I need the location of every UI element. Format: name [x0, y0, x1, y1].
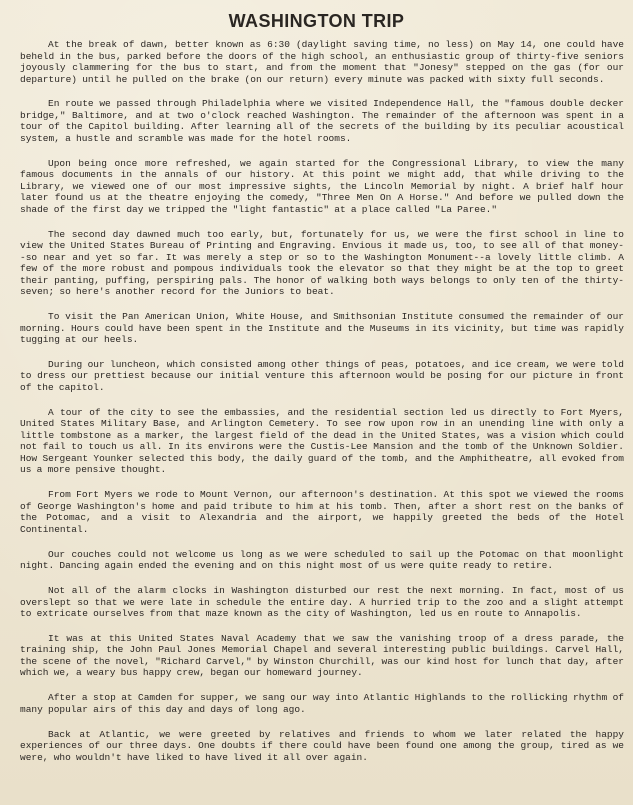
paragraph-12: After a stop at Camden for supper, we sang our way into Atlantic Highlands to the rollicking rhythm of many popular airs of this day and days of long ago. [20, 692, 624, 715]
paragraph-2: En route we passed through Philadelphia where we visited Independence Hall, the "famous double decker bridge," Baltimore, and at two o'clock reached Washington. The remainder of the afternoon was spent in a tour of the Capitol building. After learning all of the secrets of the building by its peculiar acoustical system, a hustle and scramble was made for the hotel rooms. [20, 98, 624, 144]
paragraph-13: Back at Atlantic, we were greeted by relatives and friends to whom we later related the happy experiences of our three days. One doubts if there could have been found one among the group, tired as we were, who wouldn't have liked to have lived it all over again. [20, 728, 624, 763]
paragraph-5: To visit the Pan American Union, White House, and Smithsonian Institute consumed the remainder of our morning. Hours could have been spent in the Institute and the Museums in its vicinity, but time was rapidly tugging at our heels. [20, 311, 624, 346]
paragraph-3: Upon being once more refreshed, we again started for the Congressional Library, to view the many famous documents in the annals of our history. At this point we might add, that while driving to the Library, we viewed one of our most impressive sights, the Lincoln Memorial by night. A brief half hour later found us at the theatre enjoying the comedy, "Three Men On A Horse." And before we pulled down the shade of the first day we tripped the "light fantastic" at a place called "La Paree." [20, 157, 624, 215]
paragraph-8: From Fort Myers we rode to Mount Vernon, our afternoon's destination. At this spot we viewed the rooms of George Washington's home and paid tribute to him at his tomb. Then, after a short rest on the banks of the Potomac, and a visit to Alexandria and the airport, we happily greeted the beds of the Hotel Continental. [20, 489, 624, 535]
paragraph-1: At the break of dawn, better known as 6:30 (daylight saving time, no less) on May 14, one could have beheld in the bus, parked before the doors of the high school, an enthusiastic group of thirty-five seniors joyously clammering for the bus to start, and from the moment that "Jonesy" stepped on the gas (for our departure) until he pulled on the brake (on our return) every minute was packed with sixty full seconds. [20, 39, 624, 85]
paragraph-7: A tour of the city to see the embassies, and the residential section led us directly to Fort Myers, United States Military Base, and Arlington Cemetery. To see row upon row in an unending line with only a little tombstone as a marker, the largest field of the dead in the United States, was a vision which could not fail to touch us all. In its environs were the Custis-Lee Mansion and the tomb of the Unknown Soldier. How Sergeant Younker selected this body, the daily guard of the tomb, and the Amphitheatre, all evoked from us a more pensive thought. [20, 406, 624, 476]
paragraph-4: The second day dawned much too early, but, fortunately for us, we were the first school in line to view the United States Bureau of Printing and Engraving. Envious it made us, too, to see all of that money--so near and yet so far. It was merely a step or so to the Washington Monument--a lovely little climb. A few of the more robust and pompous individuals took the elevator so that they might be at the top to greet their panting, puffing, perspiring pals. The honor of walking both ways belongs to only ten of the thirty-seven; so here's another record for the Juniors to beat. [20, 228, 624, 298]
document-body [20, 39, 624, 763]
paragraph-11: It was at this United States Naval Academy that we saw the vanishing troop of a dress parade, the training ship, the John Paul Jones Memorial Chapel and several interesting public buildings. Carvel Hall, the scene of the novel, "Richard Carvel," by Winston Churchill, was our kind host for lunch that day, after which we, a weary bus happy crew, began our homeward journey. [20, 632, 624, 679]
paragraph-6: During our luncheon, which consisted among other things of peas, potatoes, and ice cream, we were told to dress our prettiest because our initial venture this afternoon would be posing for our picture in front of the capitol. [20, 358, 624, 393]
page-title: WASHINGTON TRIP [228, 11, 405, 31]
paragraph-10: Not all of the alarm clocks in Washington disturbed our rest the next morning. In fact, most of us overslept so that we were late in schedule the entire day. A hurried trip to the zoo and a slight attempt to extricate ourselves from that maze known as the city of Washington, led us en route to Annapolis. [20, 585, 624, 620]
paragraph-9: Our couches could not welcome us long as we were scheduled to sail up the Potomac on that moonlight night. Dancing again ended the evening and on this night most of us were quite ready to retire. [20, 548, 624, 572]
